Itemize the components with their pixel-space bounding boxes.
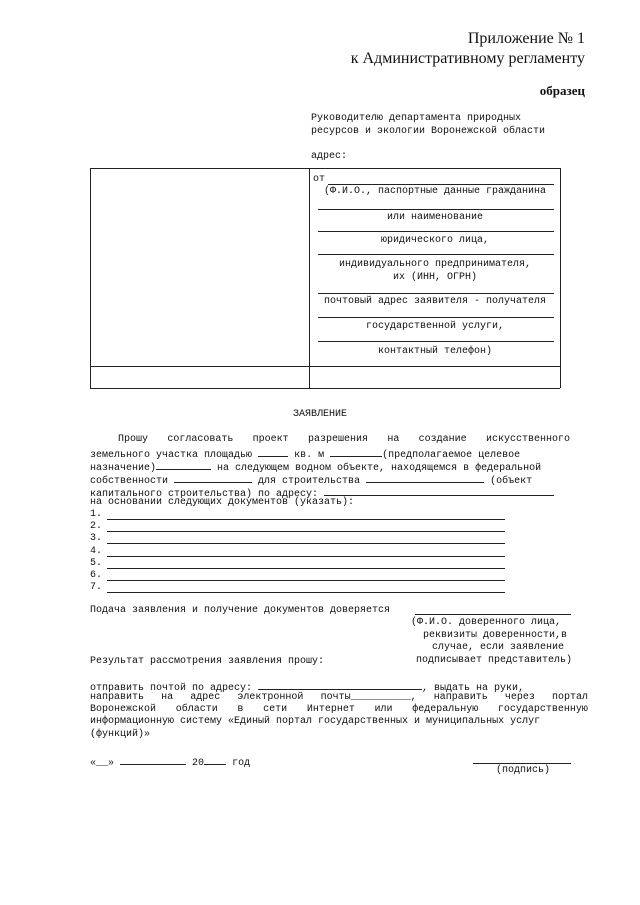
result-word: через [504,692,535,703]
result-line-4: информационную систему «Единый портал государственных и муниципальных услуг [90,716,541,727]
doc-line[interactable] [107,543,505,544]
year-prefix: 20 [192,758,205,769]
address-of-object-label: капитального строительства) по адресу: [90,489,319,500]
result-word: портал [551,692,588,703]
doc-line[interactable] [107,592,505,593]
construction-field[interactable] [366,473,484,483]
applicant-field-7: государственной услуги, [365,321,505,332]
statement-word: Прошу [118,434,149,445]
signature-line[interactable] [473,763,571,764]
ownership-field[interactable] [174,473,252,483]
trust-label: Подача заявления и получение документов доверяется [90,605,391,616]
result-word: адрес [190,692,221,703]
doc-number: 6. [90,570,103,581]
documents-label: на основании следующих документов (указать): [90,497,355,508]
statement-word: на [387,434,400,445]
construction-label: для строительства [258,476,361,487]
post-label: отправить почтой по адресу: [90,683,253,694]
doc-number: 3. [90,533,103,544]
hand-over-label: , выдать на руки, [422,683,525,694]
doc-number: 4. [90,546,103,557]
result-word: почты__________, [320,692,417,703]
appendix-subtitle: к Административному регламенту [350,50,585,67]
result-line-3 [90,704,588,715]
trust-note: реквизиты доверенности,в [423,630,568,641]
trust-note: случае, если заявление [432,642,565,653]
result-word: в [237,704,244,715]
applicant-field-4: индивидуального предпринимателя, [338,259,532,270]
result-word: электронной [237,692,304,703]
statement-line-2 [90,447,520,461]
result-word: направить [90,692,145,703]
applicant-field-6: почтовый адрес заявителя - получателя [323,296,547,307]
doc-line[interactable] [107,519,505,520]
applicant-field-8: контактный телефон) [377,346,493,357]
ownership-label: собственности [90,476,169,487]
year-field[interactable] [204,755,226,765]
statement-word: проект [252,434,289,445]
purpose-label: (предполагаемое целевое [382,450,521,461]
object-address-field[interactable] [324,486,554,496]
from-label: от [313,174,326,185]
statement-word: создание [418,434,467,445]
result-word: или [374,704,393,715]
object-label: (объект [490,476,533,487]
doc-line[interactable] [107,580,505,581]
date-line [90,755,250,769]
applicant-field-2: или наименование [386,212,483,223]
doc-line[interactable] [107,531,505,532]
signature-label: (подпись) [496,765,551,776]
applicant-field-5: их (ИНН, ОГРН) [392,272,477,283]
result-word: Воронежской [90,704,157,715]
statement-line-4 [90,473,532,487]
statement-word: искусственного [485,434,570,445]
statement-word: согласовать [167,434,234,445]
area-label: земельного участка площадью [90,450,253,461]
sample-label: образец [539,83,585,98]
appendix-title: Приложение № 1 [467,30,585,47]
address-label: адрес: [311,151,348,162]
result-word: области [175,704,218,715]
result-line-2 [90,692,588,703]
doc-number: 7. [90,582,103,593]
result-word: Интернет [306,704,355,715]
doc-number: 1. [90,509,103,520]
result-word: направить [433,692,488,703]
sq-m-label: кв. м [294,450,325,461]
doc-number: 5. [90,558,103,569]
purpose-value-field[interactable] [156,460,211,470]
trust-note: (Ф.И.О. доверенного лица, [411,617,562,628]
addressee-line-1: Руководителю департамента природных [311,113,522,124]
month-field[interactable] [120,755,186,765]
applicant-field-3: юридического лица, [380,235,490,246]
result-word: федеральную [412,704,479,715]
statement-title: ЗАЯВЛЕНИЕ [293,409,348,420]
purpose-cont-label: назначение) [90,463,157,474]
statement-word: разрешения [307,434,368,445]
area-field[interactable] [258,447,288,457]
result-word: государственную [497,704,588,715]
applicant-field-1: (Ф.И.О., паспортные данные гражданина [323,186,547,197]
result-line-5: (функций)» [90,729,151,740]
doc-number: 2. [90,521,103,532]
doc-line[interactable] [107,556,505,557]
statement-line-3 [90,460,541,474]
trust-note: подписывает представитель) [416,655,573,666]
statement-line-1 [118,434,570,445]
result-word: сети [263,704,288,715]
trust-field[interactable] [415,614,571,615]
purpose-field[interactable] [330,447,382,457]
result-label: Результат рассмотрения заявления прошу: [90,656,325,667]
day-field[interactable]: «__» [90,758,115,769]
year-label: год [232,758,251,769]
post-address-field[interactable] [258,680,422,690]
result-word: на [161,692,174,703]
doc-line[interactable] [107,568,505,569]
addressee-line-2: ресурсов и экологии Воронежской области [311,126,546,137]
water-object-label: на следующем водном объекте, находящемся в федеральной [217,463,542,474]
